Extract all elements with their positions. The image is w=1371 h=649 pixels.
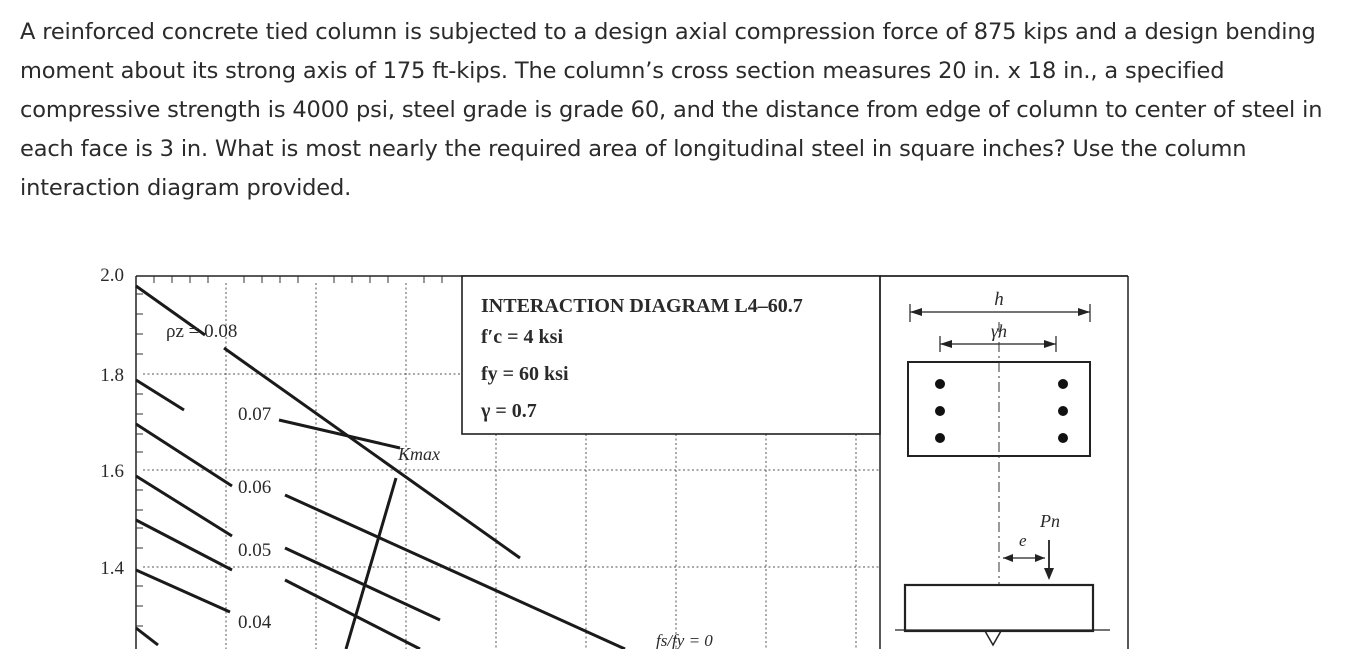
rebar-icon [935,406,945,416]
support-icon [985,631,1001,645]
curve-label: 0.06 [238,477,272,498]
arrow-left-icon [1003,554,1013,562]
diagram-title: INTERACTION DIAGRAM L4–60.7 [481,295,803,317]
arrow-right-icon [1044,340,1056,348]
arrow-right-icon [1078,308,1090,316]
pn-label: Pn [1040,511,1060,531]
curve-rho-0.05 [285,548,440,620]
e-label: e [1019,531,1027,550]
rebar-icon [1058,406,1068,416]
arrow-left-icon [940,340,952,348]
kmax-label: Kmax [398,444,440,464]
y-tick-label: 1.4 [100,558,124,579]
curve-rho-0.07-lower [279,420,400,448]
question-text: A reinforced concrete tied column is subjected to a design axial compression force of 875 kips and a design bending moment about its strong axis of 175 ft-kips. The column’s cross section measures 20 in. x 18 in., a specified compressive strength is 4000 psi, steel grade is grade 60, and the distance from edge of column to center of steel in each face is 3 in. What is most nearly the required area of longitudinal steel in square inches? Use the column interaction diagram provided. [20,19,1323,201]
rebar-icon [935,379,945,389]
y-tick-label: 1.8 [100,365,124,386]
rho-label: ρz = 0.08 [166,321,238,342]
curve-rho-0.04 [285,580,420,649]
curve-label: 0.05 [238,540,272,561]
curve-rho-0.06-upper [136,424,232,486]
y-tick-label: 1.6 [100,461,124,482]
arrow-right-icon [1035,554,1045,562]
curve-rho-0.07-upper [136,380,184,410]
fc-label: f′c = 4 ksi [481,326,564,348]
rebar-icon [1058,379,1068,389]
arrow-left-icon [910,308,922,316]
legend-box [462,276,880,434]
h-label: h [994,289,1004,310]
y-tick-label: 2.0 [100,265,124,286]
section-sketch [880,276,1128,649]
rebar-icon [1058,433,1068,443]
curve-label: 0.07 [238,404,272,425]
curve-label: 0.04 [238,612,272,633]
curve-rho-0.03-upper [136,570,230,612]
y-axis-labels [100,265,124,579]
fy-label: fy = 60 ksi [481,363,569,385]
arrow-down-icon [1044,568,1054,580]
rebar-icon [935,433,945,443]
gamma-label: γ = 0.7 [481,400,537,422]
curve-rho-0.02-upper [136,628,158,645]
fs-label: fs/fy = 0 [656,631,713,649]
gamma-h-label: γh [990,321,1008,341]
column-elevation [905,585,1093,631]
